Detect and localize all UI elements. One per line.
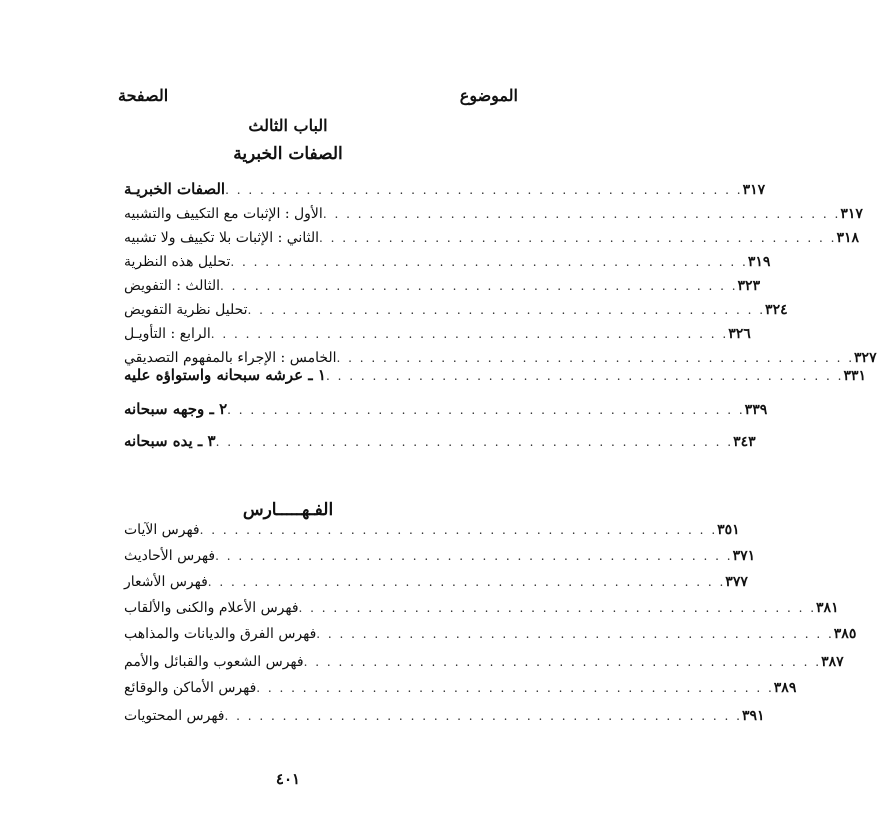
toc-entry-title: ٣ ـ يده سبحانه xyxy=(124,432,216,450)
index-entry-page-number: ٣٩١ xyxy=(742,708,765,724)
index-entry-title: فهرس الأماكن والوقائع xyxy=(124,680,257,696)
column-header-topic: الموضوع xyxy=(459,86,518,105)
index-entry-page-number: ٣٨٩ xyxy=(773,680,797,696)
toc-entry-title: الأول : الإثبات مع التكييف والتشبيه xyxy=(124,206,323,222)
toc-entry-title: الثالث : التفويض xyxy=(124,278,221,294)
toc-entry-row xyxy=(118,326,751,348)
leader-dots: . . . . . . . . . . . . . . . . . . . . . . . . . . . . . . . . . . . . . . . . . . . . . xyxy=(215,435,734,449)
index-entry-title: فهرس الأحاديث xyxy=(124,548,216,564)
toc-entry-page-number: ٣١٧ xyxy=(742,182,766,198)
leader-dots: . . . . . . . . . . . . . . . . . . . . . . . . . . . . . . . . . . . . . . . . . . . . . xyxy=(322,207,841,221)
index-entry-title: فهرس الأشعار xyxy=(124,574,208,590)
toc-entry-row xyxy=(118,302,788,324)
toc-entry-page-number: ٣٢٦ xyxy=(728,326,751,342)
index-entry-title: فهرس الآيات xyxy=(124,522,200,538)
toc-entry-row xyxy=(118,366,867,388)
toc-entry-row xyxy=(118,180,766,202)
toc-entry-title: الرابع : التأويـل xyxy=(124,326,211,342)
column-header-page: الصفحة xyxy=(118,86,169,105)
leader-dots: . . . . . . . . . . . . . . . . . . . . . . . . . . . . . . . . . . . . . . . . . . . . . xyxy=(220,279,738,293)
toc-entry-title: الصفات الخبريـة xyxy=(124,180,226,198)
toc-entry-title: الثاني : الإثبات بلا تكييف ولا تشبيه xyxy=(124,230,319,246)
toc-entry-title: تحليل نظرية التفويض xyxy=(124,302,248,318)
toc-entry-row xyxy=(118,400,768,422)
index-entry-page-number: ٣٧١ xyxy=(732,548,756,564)
toc-entry-title: الخامس : الإجراء بالمفهوم التصديقي xyxy=(124,350,337,366)
toc-entry-row xyxy=(118,432,756,454)
page-number: ٤٠١ xyxy=(275,770,301,788)
index-entry-title: فهرس الأعلام والكنى والألقاب xyxy=(124,600,299,616)
leader-dots: . . . . . . . . . . . . . . . . . . . . . . . . . . . . . . . . . . . . . . . . . . . . . xyxy=(298,601,817,615)
chapter-title: الباب الثالث xyxy=(248,116,328,135)
toc-entry-row xyxy=(118,254,771,276)
leader-dots: . . . . . . . . . . . . . . . . . . . . . . . . . . . . . . . . . . . . . . . . . . . . . xyxy=(227,403,745,417)
toc-entry-page-number: ٣١٧ xyxy=(840,206,863,222)
index-entry-row xyxy=(118,522,740,544)
leader-dots: . . . . . . . . . . . . . . . . . . . . . . . . . . . . . . . . . . . . . . . . . . . . . xyxy=(225,183,743,197)
toc-entry-title: تحليل هذه النظرية xyxy=(124,254,231,270)
toc-entry-page-number: ٣١٨ xyxy=(836,230,860,246)
toc-entry-row xyxy=(118,230,860,252)
index-entry-page-number: ٣٨٧ xyxy=(821,654,844,670)
toc-entry-page-number: ٣٣١ xyxy=(843,368,867,384)
toc-entry-page-number: ٣٢٣ xyxy=(737,278,761,294)
toc-entry-page-number: ٣٢٧ xyxy=(854,350,877,366)
toc-entry-row xyxy=(118,278,761,300)
chapter-subtitle: الصفات الخبرية xyxy=(233,144,343,164)
index-section-title: الفـهـــــارس xyxy=(242,500,334,520)
leader-dots: . . . . . . . . . . . . . . . . . . . . . . . . . . . . . . . . . . . . . . . . . . . . . xyxy=(224,709,742,723)
toc-entry-page-number: ٣٢٤ xyxy=(765,302,788,318)
index-entry-page-number: ٣٥١ xyxy=(717,522,740,538)
index-entry-page-number: ٣٨٥ xyxy=(833,626,857,642)
leader-dots: . . . . . . . . . . . . . . . . . . . . . . . . . . . . . . . . . . . . . . . . . . . . . xyxy=(207,575,726,589)
index-entry-row xyxy=(118,626,857,648)
leader-dots: . . . . . . . . . . . . . . . . . . . . . . . . . . . . . . . . . . . . . . . . . . . . . xyxy=(199,523,718,537)
toc-entry-page-number: ٣٣٩ xyxy=(744,402,768,418)
toc-entry-title: ٢ ـ وجهه سبحانه xyxy=(124,400,228,418)
toc-entry-row xyxy=(118,206,863,228)
leader-dots: . . . . . . . . . . . . . . . . . . . . . . . . . . . . . . . . . . . . . . . . . . . . . xyxy=(247,303,766,317)
index-entry-page-number: ٣٨١ xyxy=(816,600,839,616)
toc-entry-page-number: ٣١٩ xyxy=(747,254,771,270)
leader-dots: . . . . . . . . . . . . . . . . . . . . . . . . . . . . . . . . . . . . . . . . . . . . . xyxy=(256,681,774,695)
leader-dots: . . . . . . . . . . . . . . . . . . . . . . . . . . . . . . . . . . . . . . . . . . . . . xyxy=(210,327,729,341)
index-entry-row xyxy=(118,654,844,676)
toc-entry-page-number: ٣٤٣ xyxy=(733,434,756,450)
index-entry-row xyxy=(118,600,839,622)
leader-dots: . . . . . . . . . . . . . . . . . . . . . . . . . . . . . . . . . . . . . . . . . . . . . xyxy=(230,255,748,269)
index-entry-row xyxy=(118,708,765,730)
index-entry-page-number: ٣٧٧ xyxy=(725,574,748,590)
index-entry-row xyxy=(118,574,748,596)
index-entry-title: فهرس المحتويات xyxy=(124,708,225,724)
index-entry-title: فهرس الشعوب والقبائل والأمم xyxy=(124,654,304,670)
leader-dots: . . . . . . . . . . . . . . . . . . . . . . . . . . . . . . . . . . . . . . . . . . . . . xyxy=(316,627,834,641)
leader-dots: . . . . . . . . . . . . . . . . . . . . . . . . . . . . . . . . . . . . . . . . . . . . . xyxy=(215,549,733,563)
toc-entry-title: ١ ـ عرشه سبحانه واستواؤه عليه xyxy=(124,366,326,384)
index-entry-row xyxy=(118,680,797,702)
leader-dots: . . . . . . . . . . . . . . . . . . . . . . . . . . . . . . . . . . . . . . . . . . . . . xyxy=(303,655,822,669)
leader-dots: . . . . . . . . . . . . . . . . . . . . . . . . . . . . . . . . . . . . . . . . . . . . . xyxy=(318,231,837,245)
index-entry-row xyxy=(118,548,756,570)
leader-dots: . . . . . . . . . . . . . . . . . . . . . . . . . . . . . . . . . . . . . . . . . . . . . xyxy=(325,369,844,383)
leader-dots: . . . . . . . . . . . . . . . . . . . . . . . . . . . . . . . . . . . . . . . . . . . . . xyxy=(336,351,855,365)
index-entry-title: فهرس الفرق والديانات والمذاهب xyxy=(124,626,317,642)
